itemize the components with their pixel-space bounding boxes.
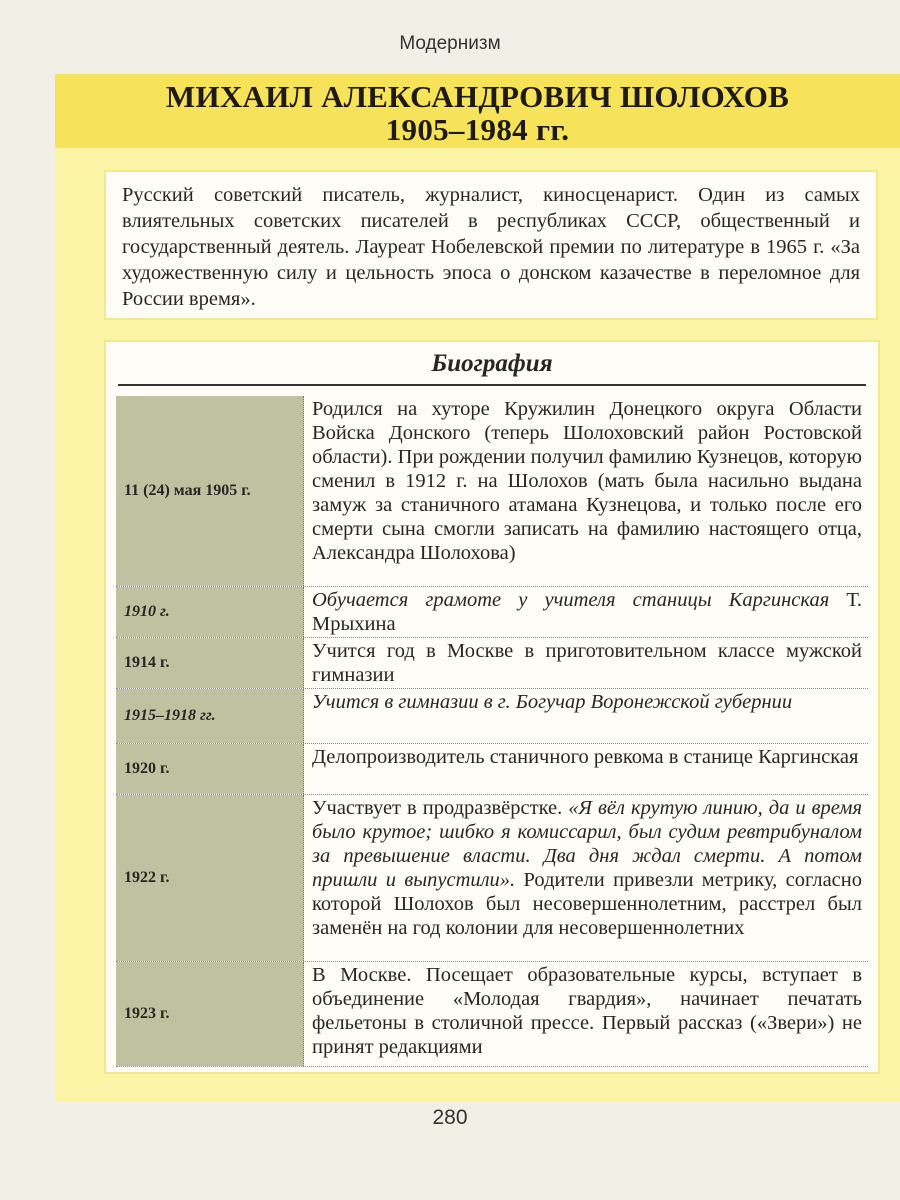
row-text-rest: Т. Мрыхина bbox=[312, 589, 862, 635]
table-row bbox=[116, 587, 868, 638]
row-text-start: Участвует в продразвёрстке. bbox=[312, 797, 563, 819]
row-text: В Москве. Посещает образовательные курсы, вступает в объединение «Молодая гвардия», начинает печатать фельетоны в столичной прессе. Первый рассказ («Звери») не принят редакциями bbox=[312, 964, 862, 1058]
table-row bbox=[116, 795, 868, 962]
intro-box: Русский советский писатель, журналист, киносценарист. Один из самых влиятельных советских писателей в республиках СССР, общественный и государственный деятель. Лауреат Нобелевской премии по литературе в 1965 г. «За художественную силу и цельность эпоса о донском казачестве в переломное для России время». bbox=[104, 170, 878, 320]
page-title bbox=[55, 80, 900, 146]
page-number: 280 bbox=[432, 1106, 468, 1129]
section-header: Модернизм bbox=[399, 33, 501, 54]
row-date: 1914 г. bbox=[116, 638, 304, 688]
biography-table bbox=[116, 396, 868, 1067]
author-name: МИХАИЛ АЛЕКСАНДРОВИЧ ШОЛОХОВ bbox=[165, 79, 790, 114]
row-text-after: Родители привезли метрику, согласно которой Шолохов был несовершеннолетним, расстрел был заменён на год колонии для несовершеннолетних bbox=[312, 869, 863, 939]
row-text: Учится год в Москве в приготовительном классе мужской гимназии bbox=[312, 640, 862, 686]
row-date: 1910 г. bbox=[116, 587, 304, 637]
row-text: Делопроизводитель станичного ревкома в станице Каргинская bbox=[312, 746, 859, 768]
biography-box bbox=[104, 340, 880, 1074]
row-date: 1922 г. bbox=[116, 795, 304, 961]
biography-heading: Биография bbox=[118, 350, 866, 386]
table-row bbox=[116, 744, 868, 795]
table-row bbox=[116, 396, 868, 587]
row-text bbox=[304, 587, 868, 637]
table-row bbox=[116, 962, 868, 1067]
row-text-italic: Обучается грамоте у учителя станицы Каргинская bbox=[312, 589, 830, 611]
row-text bbox=[304, 795, 868, 961]
table-row bbox=[116, 689, 868, 744]
row-quote: «Я вёл крутую линию, да и время было крутое; шибко я комиссарил, был судим ревтрибуналом за превышение власти. Два дня ждал смерти. А потом пришли и выпустили». bbox=[312, 797, 862, 891]
row-date: 1915–1918 гг. bbox=[116, 689, 304, 743]
author-years: 1905–1984 гг. bbox=[385, 112, 570, 147]
row-text: Учится в гимназии в г. Богучар Воронежской губернии bbox=[312, 691, 793, 713]
row-date: 1923 г. bbox=[116, 962, 304, 1066]
row-date: 11 (24) мая 1905 г. bbox=[116, 396, 304, 586]
table-row bbox=[116, 638, 868, 689]
row-date: 1920 г. bbox=[116, 744, 304, 794]
row-text: Родился на хуторе Кружилин Донецкого округа Области Войска Донского (теперь Шолоховский район Ростовской области). При рождении получил фамилию Кузнецов, которую сменил в 1912 г. на Шолохов (мать была насильно выдана замуж за станичного атамана Кузнецова, и только после его смерти сына смогли записать на фамилию настоящего отца, Александра Шолохова) bbox=[312, 398, 862, 564]
